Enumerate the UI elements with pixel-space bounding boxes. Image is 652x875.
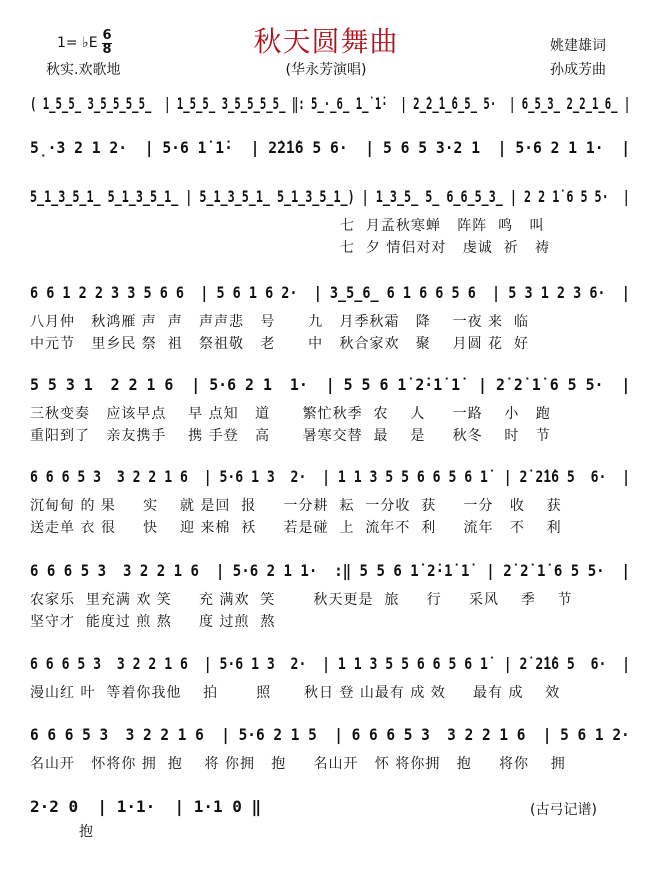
notation-credit: (古弓记谱) [530,802,597,818]
notation-line: 5 5 3 1 2 2 1 6 | 5·6 2 1 1· | 5 5 6 1̇ 2̇·1̇ 1̇ | 2̇ 2̇ 1̇ 6 5 5· | [30,375,631,394]
time-bottom: 8 [102,42,112,57]
singer: (华永芳演唱) [285,62,367,78]
lyric-verse-2: 七 夕 情侣对对 虔诚 祈 祷 [340,240,550,256]
time-signature [102,30,112,56]
lyric-verse-1: 八月仲 秋鸿雁 声 声 声声悲 号 九 月季秋霜 降 一夜 来 临 [30,314,529,330]
lyric-verse-1: 漫山红 叶 等着你我他 拍 照 秋日 登 山最有 成 效 最有 成 效 [30,685,561,701]
lyric-verse-1: 三秋变奏 应该早点 早 点知 道 繁忙秋季 农 人 一路 小 跑 [30,406,551,422]
lyric-verse-2: 送走单 衣 很 快 迎 来棉 袄 若是碰 上 流年不 利 流年 不 利 [30,520,562,536]
key-signature: 1= ♭E [57,35,98,51]
lyric-verse-2: 坚守才 能度过 煎 熬 度 过煎 熬 [30,614,276,630]
notation-line: 5̣·3 2 1 2· | 5·6 1̇ 1̇· | 2̇2̇1̇6 5 6· | 5 6 5 3·2 1 | 5·6 2 1 1· | [30,138,631,157]
notation-line: 6 6 6 5 3 3 2 2 1 6 | 5·6 2 1 5 | 6 6 6 5 3 3 2 2 1 6 | 5 6 1 2· [30,725,630,744]
notation-line: 6 6 6 5 3 3 2 2 1 6 | 5·6 2 1 1· :‖ 5 5 6 1̇ 2̇·1̇ 1̇ | 2̇ 2̇ 1̇ 6 5 5· | [30,561,630,580]
notation-line: 2·2 0 | 1·1· | 1·1 0 ‖ [30,797,262,816]
lyric-verse-1: 抱 [30,824,95,840]
lyric-verse-1: 沉甸甸 的 果 实 就 是回 报 一分耕 耘 一分收 获 一分 收 获 [30,498,562,514]
time-top: 6 [102,28,112,43]
tempo-style: 秋实.欢歌地 [46,62,121,78]
notation-line: 6 6 6 5 3 3 2 2 1 6 | 5·6 1 3 2· | 1 1 3 5 5 6 6 5 6 1̇ | 2̇ 2̇1̇6 5 6· | [30,467,631,486]
song-title: 秋天圆舞曲 [253,25,399,58]
lyricist-credit: 姚建雄词 [550,38,606,54]
lyric-verse-1: 名山开 怀将你 拥 抱 将 你拥 抱 名山开 怀 将你拥 抱 将你 拥 [30,756,566,772]
notation-line: 5̲1̲3̲5̲1̲ 5̲1̲3̲5̲1̲ | 5̲1̲3̲5̲1̲ 5̲1̲3̲5̲1̲) | 1̲3̲5̲ 5̲ 6̲6̲5̲3̲ | 2 2 1̇ 6 5 5· | [30,187,630,206]
composer-credit: 孙成芳曲 [550,62,606,78]
notation-line: 6 6 1 2 2 3 3 5 6 6 | 5 6 1 6 2· | 3̲5̲6̲ 6 1 6 6 5 6 | 5 3 1 2 3 6· | [30,283,630,302]
notation-line: 6 6 6 5 3 3 2 2 1 6 | 5·6 1 3 2· | 1 1 3 5 5 6 6 5 6 1̇ | 2̇ 2̇1̇6 5 6· | [30,654,631,673]
notation-line: ( 1̲5̲5̲ 3̲5̲5̲5̲5̲ | 1̲5̲5̲ 3̲5̲5̲5̲5̲ ‖: 5̲·̲6̲ 1̲̇ 1̇· | 2̲̇2̲̇1̲̇6̲5̲ 5· | 6̲5̲3̲ 2̲2̲1̲6̲ | [30,94,631,113]
lyric-verse-1: 农家乐 里充满 欢 笑 充 满欢 笑 秋天更是 旅 行 采风 季 节 [30,592,573,608]
lyric-verse-2: 中元节 里乡民 祭 祖 祭祖敬 老 中 秋合家欢 聚 月圆 花 好 [30,336,529,352]
lyric-verse-1: 七 月孟秋寒蝉 阵阵 鸣 叫 [340,218,545,234]
lyric-verse-2: 重阳到了 亲友携手 携 手登 高 暑寒交替 最 是 秋冬 时 节 [30,428,551,444]
